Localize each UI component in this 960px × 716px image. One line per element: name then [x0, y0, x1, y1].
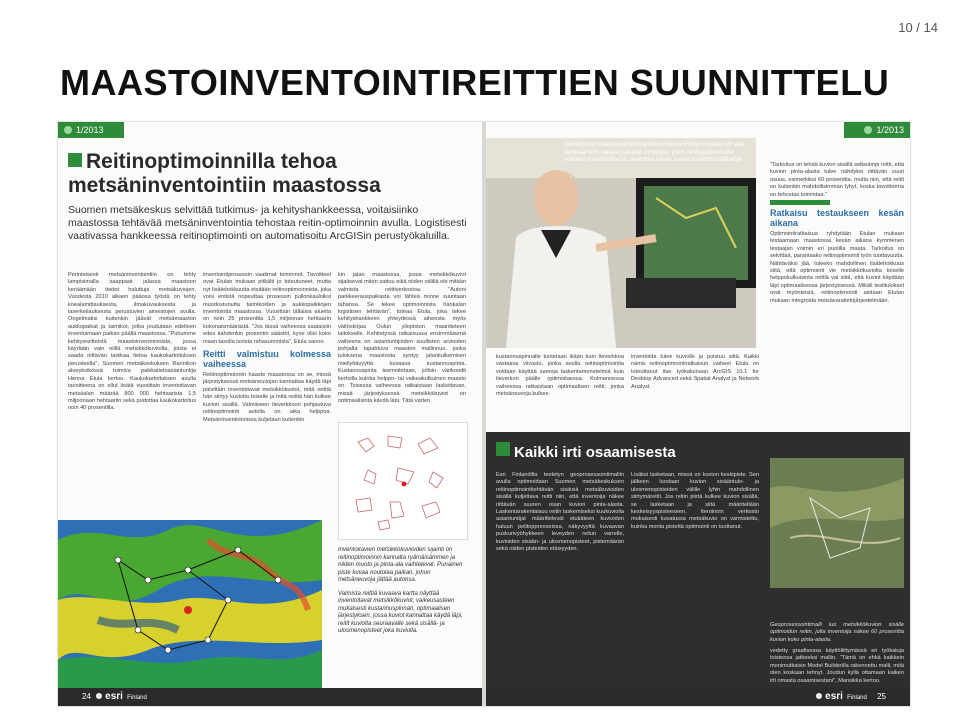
- right-page: [486, 122, 910, 706]
- issue-label-left: 1/2013: [76, 125, 104, 135]
- column-2-text-b: Reitinoptimoinnin haaste maastossa on se, missä järjestyksessä metsäneuvojan kannattaa käydä läpi päivittäin inventoitavat metsikkökuviot, mitä reittiä hän siirtyy kuviolta toiselle ja mitä reittiä hän kulkee kuvion sisällä. Valmiiseen tieverkkoon pohjautuva reitinoptimointi autolla on aika helppoa. Metsäninventoinnissa kuljetaan kuitenkin: [203, 372, 331, 423]
- route-map: [58, 520, 322, 688]
- photo-woman-at-computer: [486, 138, 756, 348]
- sidebar-title: [496, 442, 676, 461]
- right-mid-col-1: kustannuspinnalle tuotetaan ikään kuin tieverkkoa vastaava viivasto, jonka avulla reitinoptimointia voidaan käyttää samoja laskentamenetelmiä kuin tieverkon päälle optimoitaessa. Kolmannessa vaiheessa ratkaistaan optimaalisen reitti, jonka metsäneuvoja kulkee.: [496, 354, 624, 398]
- leaf-icon: [64, 126, 72, 134]
- issue-tag-right: [844, 122, 910, 138]
- footer-right: [486, 688, 910, 706]
- satellite-image: [770, 458, 904, 618]
- esri-logo-right: esri: [825, 691, 843, 702]
- subhead-route: Reitti valmistuu kolmessa vaiheessa: [203, 349, 331, 370]
- dark-column-2: Lisäksi lasketaan, missä on kuvion keskipiste. Sen jälkeen luodaan kuvion sisääntulo- ja ulosmenopisteiden välille lyhin mahdollinen siirtymäreitti. Jos reitin piirtä kulkee kuvion sisällä, se lasketaan ja siitä määritellään keskeisyyspisteeseen. Iteroinnin verkosto mukaisesti kuvatussa metsäkuvio on varmistettu, kuinka monta pistettä optimointi on tuottanut.: [631, 472, 759, 530]
- figure-captions: [338, 547, 466, 692]
- satellite-caption: Geoprosessointimalli luo metsikkökuvion sisälle optimoidun reitin, jolta inventoija näkee 60 prosenttia kuvion koko pinta-alasta.: [770, 622, 904, 643]
- esri-sub-left: Finland: [127, 695, 147, 701]
- page-number-right: 25: [877, 692, 886, 701]
- right-column-text: Optimointiratkaisua ryhdytään Etulan mukaan testaamaan maastossa kesän aikana kymmenen testaajan voimin eri puolilla maata. Tarkoitus on selvittää, parantaako reitinoptimointi työn tuottavuutta. Nähtäväksi jää, tuleeko mahdollinen lisätehokkuus siitä, että optimointi vie metsikkökuviolta toiselle helppokulkuisinta reittiä vai siitä, että kuviot käydään läpi optimaalisessa järjestyksessä. Mikäli testitulokset ovat myönteisiä, reitinoptimointi aiotaan Etulan mukaan integroida metsävaratietojärjestelmään.: [770, 231, 904, 304]
- issue-tag-left: [58, 122, 124, 138]
- slide-title: MAASTOINVENTOINTIREITTIEN SUUNNITTELU: [60, 62, 890, 103]
- leaf-icon-right: [864, 126, 872, 134]
- route-caption: Valmista reittiä kuvaava kartta näyttää inventoitavat metsikkökuviot, vaikeusasteen mukaisesti kustannuspinnan, optimaalisen järjestyksen, jossa kuviot kannattaa käydä läpi, reitit kuviolta seuraavalle sekä sisällä- ja ulosmenopisteet joka kuviolla.: [338, 590, 463, 634]
- globe-icon: [96, 693, 102, 699]
- right-mid-col-2: inventoida tulee kuviolle ja poistuu siitä. Kaikki nämä reitinoptimointiratkaisun vaiheet Etula on toteuttanut itse työkaluinaan ArcGIS 10.1 for Desktop Advanced sekä Spatial Analyst ja Network Analyst.: [631, 354, 759, 390]
- esri-logo-left: esri: [105, 691, 123, 702]
- left-page: [58, 122, 482, 706]
- page-number: 10 / 14: [898, 20, 938, 35]
- right-column: [770, 162, 904, 432]
- green-rule: [770, 200, 830, 205]
- dark-column-1: Esri Finlandilla teetetyn geoprosessointimallin avulla optimoidaan Suomen metsäkeskuksen reitinoptimointitehtävän sisäisiä metsäkuvioiden sisällä kuljettava reitti niin, että inventoija näkee riittävän suuren osan kuvion pinta-alasta. Laskentarakentaisuu reitin laskemiseksi kuukuviolla asiantuntijat määrittelevät etukäteen kuvioiden haluun pelitoppreoseissa, näkyvyyttä kuvaavan puskurivyöhykkeen leveyden reilun varrelle, kuvioiden sisään- ja ulosmenopisteet, pistemäärän sekä niiden pisteiden etäisyyden.: [496, 472, 624, 553]
- photo-caption: Kehitetyssä maastoinventointia tekee Henna Etulan mukaan yli sata tienkilää noin satana päivänä vuodessa, joten reitinoptimoinnilla voidaan potentiaalisesti saavuttaa varsin suuria kustannussäästöjä.: [564, 142, 745, 163]
- globe-icon-right: [816, 693, 822, 699]
- article-lead: Suomen metsäkeskus selvittää tutkimus- ja kehityshankkeessa, voitaisiinko maastossa tehtävää metsäninventointia tehostaa reitin-optimoinnin avulla. Logistisesti vaativassa hankkeessa reitinoptimointi on automatisoitu ArcGISin perustyökaluilla.: [68, 204, 467, 242]
- square-bullet-icon-dark: [496, 442, 510, 456]
- esri-sub-right: Finland: [847, 695, 867, 701]
- column-2-text: inventointiprosessin vaatimat toiminnot. Tavoitteet ovat Etulan mukaan pitkälti jo toteutuneet, mutta nyt lisätehokkuutta etsitään reitinoptimoinnista, joka voisi entistä nopeuttaa prosessin pullonkauloiksi muodostunutta taimikoiden ja aukkopaikkojen inventointia maastossa. Vuosittain tällaisia alueita on noin 25 prosenttia 1,5 miljoonan hehtaarin kokonaismäärästä. "Jos tässä vaiheessa saataisiin edes kahdenkin prosentin säästöt, kyse olisi koko maan tasolla isoista rahasummista", Etula sanoo.: [203, 272, 331, 345]
- footer-left: [58, 688, 482, 706]
- sidebar-title-text: Kaikki irti osaamisesta: [514, 444, 676, 461]
- dark-column-3: vedetty graafisessa käyttöliittymässä eri työkaluja toistensa jatkeeksi mallin. "Tämä on ehkä kaikkein monimutkaisin Model Builderilla rakennettu malli, mitä olen koskaan tehnyt. Joudun kyllä ottamaan kaiken irti omasta osaamisestani", Mansikka kertoo.: [770, 648, 904, 684]
- magazine-spread: [58, 122, 910, 706]
- square-bullet-icon: [68, 153, 82, 167]
- stand-outline-figure: [338, 422, 468, 540]
- article-title: [68, 150, 458, 198]
- issue-label-right: 1/2013: [876, 125, 904, 135]
- column-3: kin jalan maastossa, jossa metsikkökuviot sijaitsevat miten sattuu eikä niiden välillä ole mitään valmista reittiverkostoa. "Autoni parkkeerauspaikasta voi lähteä minne suuntaan tahansa. Se tekee optimoinnista hankalan logistisen tehtävän", toteaa Etula, joka tekee kehityshankkeen yhteydessä aiheesta myös väitöskirjaa Oulun yliopiston maantieteen laitokselle. Kehitetyssä ratkaisussa ensimmäisenä vaiheena on asiantuntijoiden suullisten arvioiden pohjalta tapahtuva maaston mallinnus, jonka tuloksena maastosta syntyy jalankulkemisen miellyttävyyttä kuvaava kustannuspinta. Kustannuspinta teemoitetaan, jolloin värikoodit kertoilla kuinka helppo- tai vaikeakulkuinen maasto on. Toisessa vaiheessa ratkaistaan laskettavan, missä järjestyksessä metsikkökuviot on optimaalisinta käydä läpi. Tätä varten: [338, 272, 466, 402]
- sidebar-dark-box: [486, 432, 910, 688]
- column-2: [203, 272, 331, 516]
- column-1: Perinteisesti metsäninventointiin on tehty lampisimalla saappaat jalassa maastoon keräämään tiedot haluttuja metsäkuviojen. Vuodesta 2010 alkaen pääosa työstä on tehty koealamittauksesta, ilmakuvauksesta ja laserkeilauksesta perustuvien aineistojen avulla. Ongelmaksi kuitenkin jäävät metsämaaston aukkopaikat ja taimikot, jotka joudutaan edelleen inventoimaan paikan päällä maastossa. "Puhumme kehitysreitteistä maastoinventoinnista, jossa käydään vain niillä metsikkökuvioilla, joista ei saada riittävän tarkkaa tietoa kaukokartoituksen perusteella", Suomen metsäkeskuksen Rannikon alueyksikössä toimiva paikkatietoasiantuntija Henna Etula kertoo. Kaukokartoituksen avulla tavoitteena on ollut lisätä vuosittain inventoitavan metsäalan määrää 800 000 hehtaarista 1,5 miljoonaan hehtaariin sekä pudottaa kaukokartoitus noin 40 prosentilla.: [68, 272, 196, 412]
- subhead-testing: Ratkaisu testaukseen kesän aikana: [770, 208, 904, 229]
- right-column-quote: "Tarkoitus on tehdä kuvion sisällä selkeämpi reitti, että kuvion pinta-alasta tulee nähdyksi riittävän suuri osuus, esimerkiksi 60 prosenttia, mutta niin, että reitti on kuitenkin mahdollisimman lyhyt, koska tavoitteena on tehostaa toimintaa.": [770, 162, 904, 198]
- page-number-left: 24: [82, 692, 91, 701]
- map-caption: Inventoitavien metsikkökuvioiden sijainti on reitinoptimoinnin kannalta ryämäisämmen ja niiden muoto ja pinta-ala vaihtelevat. Punainen piste kuvaa noutolaa paikan, johon metsäneuvoja jättää autonsa.: [338, 547, 463, 583]
- article-title-text: Reitinoptimoinnilla tehoa metsäninventointiin maastossa: [68, 150, 381, 197]
